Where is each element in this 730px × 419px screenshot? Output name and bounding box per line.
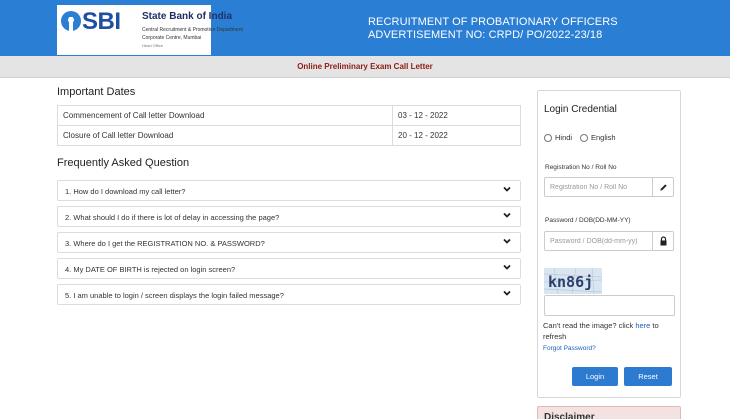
subheader-bar (0, 56, 730, 78)
bank-office: Head Office (142, 43, 164, 48)
radio-label: Hindi (555, 133, 573, 142)
chevron-down-icon[interactable] (502, 236, 512, 246)
bank-department: Central Recruitment & Promotion Department (142, 27, 243, 33)
registration-field-group (544, 177, 674, 197)
page-subtitle: Online Preliminary Exam Call Letter (297, 62, 433, 71)
radio-english[interactable] (580, 133, 616, 142)
table-row (58, 126, 521, 146)
password-input[interactable] (545, 232, 653, 250)
registration-input[interactable] (545, 178, 653, 196)
captcha-refresh-link[interactable]: here (635, 321, 651, 330)
radio-button[interactable] (544, 134, 552, 142)
title-line-1: RECRUITMENT OF PROBATIONARY OFFICERS (368, 16, 618, 28)
captcha-image (544, 268, 602, 294)
title-line-2: ADVERTISEMENT NO: CRPD/ PO/2022-23/18 (368, 29, 603, 41)
bank-location: Corporate Centre, Mumbai (142, 35, 202, 41)
date-value: 20 - 12 - 2022 (393, 126, 521, 146)
registration-label: Registration No / Roll No (545, 164, 617, 171)
forgot-password-link[interactable]: Forgot Password? (543, 345, 596, 352)
top-header (0, 0, 730, 56)
sbi-logo (57, 5, 243, 55)
disclaimer-panel (537, 406, 681, 419)
chevron-down-icon[interactable] (502, 262, 512, 272)
captcha-note-prefix: Can't read the image? click (543, 321, 636, 330)
chevron-down-icon[interactable] (502, 288, 512, 298)
important-dates-table (57, 105, 521, 146)
pencil-icon (652, 178, 673, 196)
logo-text: SBI (82, 8, 121, 35)
faq-question: 2. What should I do if there is lot of delay in accessing the page? (65, 213, 280, 222)
login-title: Login Credential (544, 104, 617, 115)
faq-question: 4. My DATE OF BIRTH is rejected on login screen? (65, 265, 236, 274)
captcha-text: kn86j (548, 273, 594, 291)
important-dates-heading: Important Dates (57, 86, 136, 98)
date-label: Commencement of Call letter Download (58, 106, 393, 126)
faq-item-3[interactable] (57, 232, 521, 253)
bank-name: State Bank of India (142, 11, 233, 22)
faq-question: 3. Where do I get the REGISTRATION NO. & PASSWORD? (65, 239, 265, 248)
faq-item-5[interactable] (57, 284, 521, 305)
captcha-note (543, 320, 677, 342)
faq-item-4[interactable] (57, 258, 521, 279)
password-label: Password / DOB(DD-MM-YY) (545, 217, 631, 224)
chevron-down-icon[interactable] (502, 210, 512, 220)
table-row (58, 106, 521, 126)
login-panel (537, 90, 681, 398)
faq-heading: Frequently Asked Question (57, 157, 190, 169)
captcha-note-suffix: to refresh (543, 321, 659, 341)
faq-question: 5. I am unable to login / screen displays the login failed message? (65, 291, 284, 300)
radio-label: English (591, 133, 616, 142)
chevron-down-icon[interactable] (502, 184, 512, 194)
reset-button[interactable]: Reset (624, 367, 672, 386)
disclaimer-title: Disclaimer (544, 412, 595, 419)
password-field-group (544, 231, 674, 251)
login-button[interactable]: Login (572, 367, 618, 386)
radio-hindi[interactable] (544, 133, 572, 142)
faq-question: 1. How do I download my call letter? (65, 187, 186, 196)
lock-icon (652, 232, 673, 250)
recruitment-title (368, 16, 618, 42)
captcha-input[interactable] (544, 295, 675, 316)
radio-button[interactable] (580, 134, 588, 142)
date-label: Closure of Call letter Download (58, 126, 393, 146)
faq-item-1[interactable] (57, 180, 521, 201)
faq-item-2[interactable] (57, 206, 521, 227)
sbi-logo-icon (61, 11, 81, 31)
date-value: 03 - 12 - 2022 (393, 106, 521, 126)
